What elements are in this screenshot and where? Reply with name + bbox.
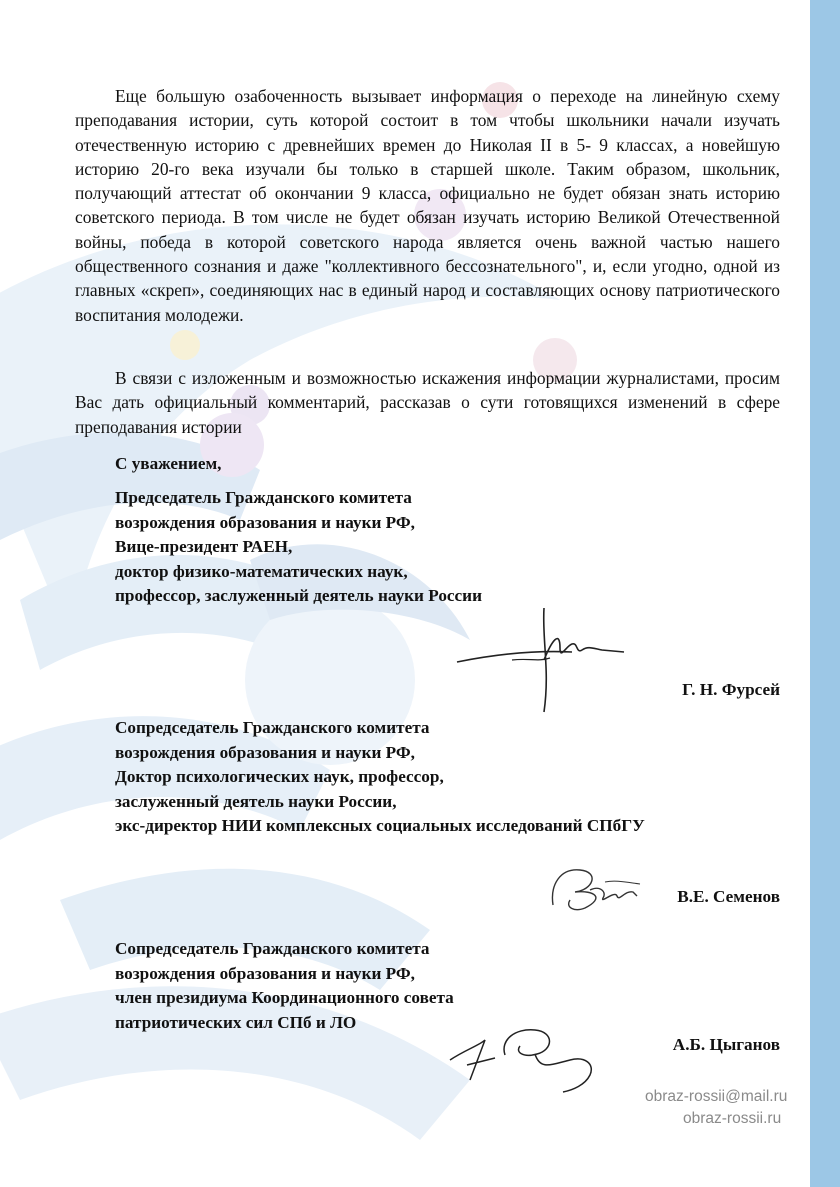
signatory-1-title-line: Вице-президент РАЕН, [115, 537, 293, 556]
signatory-2-title-line: экс-директор НИИ комплексных социальных исследований СПбГУ [115, 816, 645, 835]
signatory-3-title-line: член президиума Координационного совета [115, 988, 454, 1007]
side-stripe [810, 0, 840, 1187]
signatory-2-title-line: Сопредседатель Гражданского комитета [115, 718, 430, 737]
signatory-1-title-line: доктор физико-математических наук, [115, 561, 408, 581]
signatory-2-title [115, 716, 645, 839]
contact-email[interactable]: obraz-rossii@mail.ru [645, 1088, 788, 1105]
signature-tsyganov [445, 1020, 615, 1100]
signatory-3-name: А.Б. Цыганов [672, 1035, 780, 1054]
signatory-1-title-line: профессор, заслуженный деятель науки России [115, 586, 482, 605]
closing: С уважением, [115, 454, 222, 473]
signatory-1-title-line: возрождения образования и науки РФ, [115, 512, 415, 532]
signature-fursey [452, 600, 632, 720]
paragraph-1-text: Еще большую озабоченность вызывает информация о переходе на линейную схему преподавания истории, суть которой состоит в том чтобы школьники начали изучать отечественную историю с древнейших времен до Николая II в 5- 9 классах, а новейшую историю 20-го века изучали бы только в старшей школе. Таким образом, школьник, получающий аттестат об окончании 9 класса, официально не будет обязан знать историю советского периода. В том числе не будет обязан изучать историю Великой Отечественной войны, победа в которой советского народа является очень важной частью нашего общественного сознания и даже "коллективного бессознательного", и, если угодно, одной из главных «скреп», соединяющих нас в единый народ и составляющих основу патриотического воспитания молодежи. [75, 86, 780, 325]
signatory-1-title-line: Председатель Гражданского комитета [115, 488, 412, 507]
signatory-1-name: Г. Н. Фурсей [682, 680, 780, 699]
body-paragraph-2 [75, 366, 780, 439]
signatory-1-title [115, 486, 482, 609]
paragraph-2-text: В связи с изложенным и возможностью искажения информации журналистами, просим Вас дать официальный комментарий, рассказав о сути готовящихся изменений в сфере преподавания истории [75, 368, 780, 437]
signatory-3-title-line: Сопредседатель Гражданского комитета [115, 939, 430, 958]
signatory-2-title-line: Доктор психологических наук, профессор, [115, 767, 444, 786]
signatory-2-name: В.Е. Семенов [677, 887, 780, 906]
signatory-3-title [115, 937, 454, 1035]
signature-semenov [545, 860, 655, 915]
signatory-3-title-line: патриотических сил СПб и ЛО [115, 1012, 357, 1032]
body-paragraph-1 [75, 84, 780, 327]
contact-website[interactable]: obraz-rossii.ru [683, 1110, 782, 1127]
signatory-3-title-line: возрождения образования и науки РФ, [115, 963, 415, 983]
signatory-2-title-line: заслуженный деятель науки России, [115, 791, 397, 811]
signatory-2-title-line: возрождения образования и науки РФ, [115, 742, 415, 762]
